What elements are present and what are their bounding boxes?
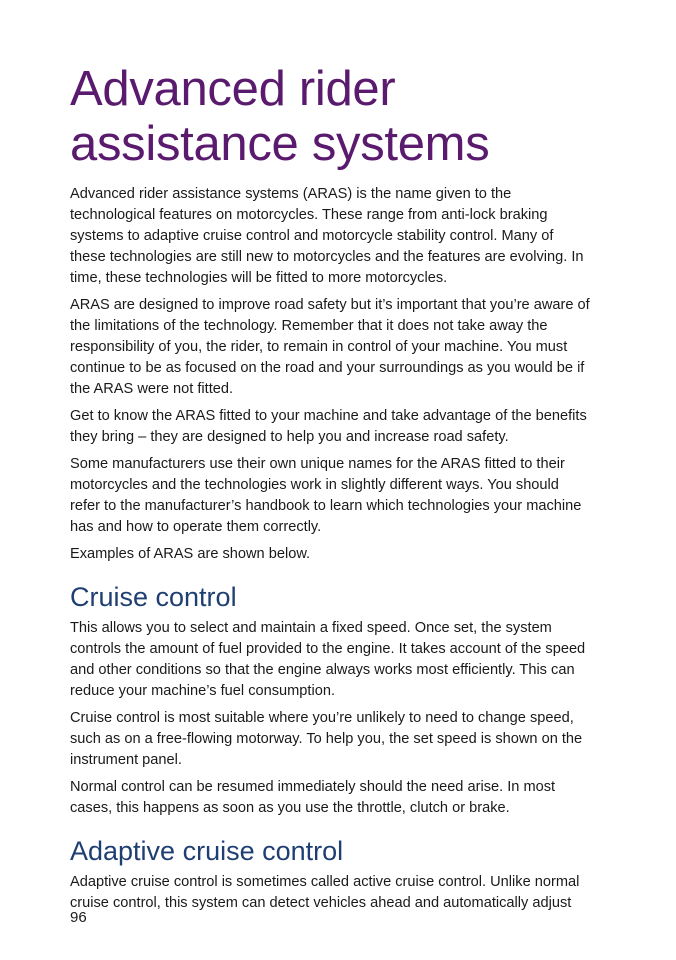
section-paragraph: Cruise control is most suitable where you’re unlikely to need to change speed, such as on a free-flowing motorway. To help you, the set speed is shown on the instrument panel. (70, 710, 583, 768)
page-title-line-1: Advanced rider (70, 62, 396, 116)
page-title (70, 62, 590, 172)
page-content (70, 62, 590, 920)
section-paragraph: Normal control can be resumed immediately should the need arise. In most cases, this happens as soon as you use the throttle, clutch or brake. (70, 779, 556, 816)
section-paragraph: This allows you to select and maintain a fixed speed. Once set, the system controls the amount of fuel provided to the engine. It takes account of the speed and other conditions so that the engine always works most efficiently. This can reduce your machine’s fuel consumption. (70, 620, 586, 699)
intro-paragraph: Some manufacturers use their own unique names for the ARAS fitted to their motorcycles and the technologies work in slightly different ways. You should refer to the manufacturer’s handbook to learn which technologies your machine has and how to operate them correctly. (70, 456, 582, 535)
intro-paragraph: ARAS are designed to improve road safety but it’s important that you’re aware of the limitations of the technology. Remember that it does not take away the responsibility of you, the rider, to remain in control of your machine. You must continue to be as focused on the road and your surroundings as you would be if the ARAS were not fitted. (70, 297, 590, 397)
intro-paragraph: Examples of ARAS are shown below. (70, 546, 311, 562)
section-heading-cruise-control: Cruise control (70, 582, 237, 612)
section-paragraph: Adaptive cruise control is sometimes called active cruise control. Unlike normal cruise control, this system can detect vehicles ahead and automatically adjust (70, 874, 580, 911)
intro-paragraph: Get to know the ARAS fitted to your machine and take advantage of the benefits they bring – they are designed to help you and increase road safety. (70, 408, 587, 445)
page-title-line-2: assistance systems (70, 117, 490, 171)
page-number: 96 (70, 909, 87, 926)
section-heading-adaptive-cruise-control: Adaptive cruise control (70, 836, 344, 866)
intro-paragraph: Advanced rider assistance systems (ARAS) is the name given to the technological features on motorcycles. These range from anti-lock braking systems to adaptive cruise control and motorcycle stability control. Many of these technologies are still new to motorcycles and the features are evolving. In time, these technologies will be fitted to more motorcycles. (70, 186, 584, 286)
